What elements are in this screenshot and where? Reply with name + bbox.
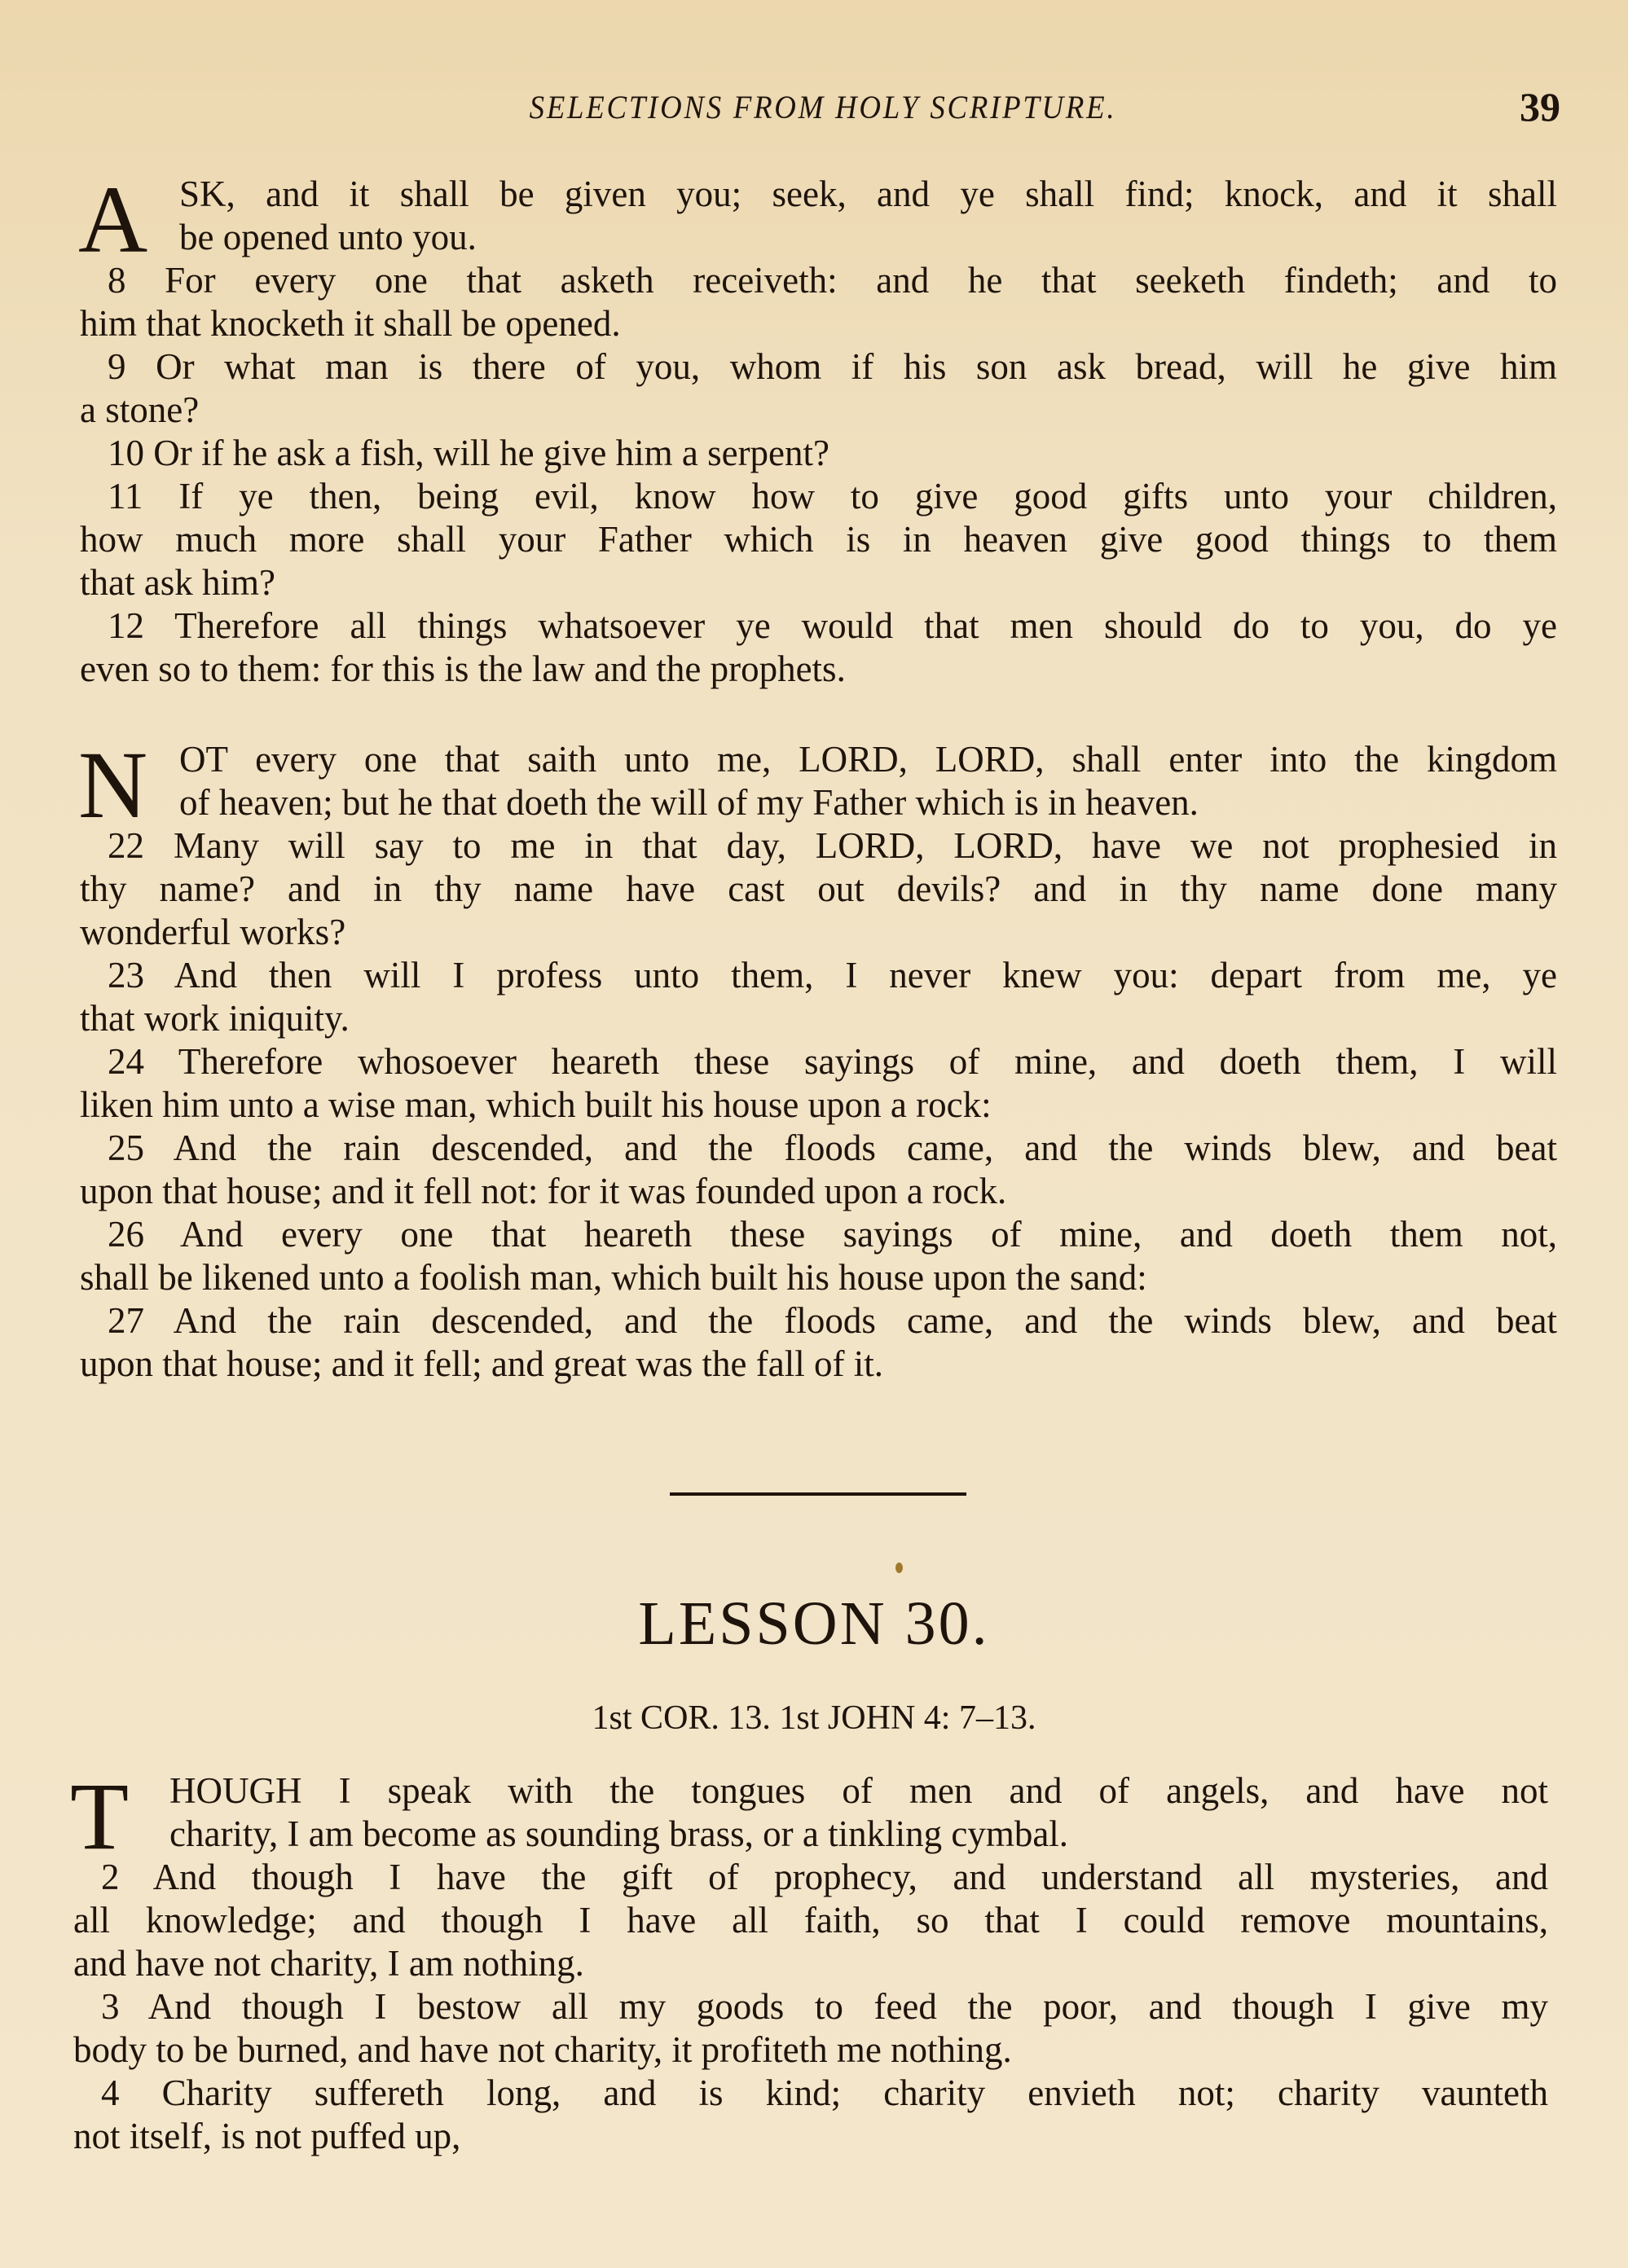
text-line: 26 And every one that heareth these sayings of mine, and doeth them not, xyxy=(108,1214,1557,1255)
text-line: be opened unto you. xyxy=(179,217,477,257)
text-line: wonderful works? xyxy=(80,912,346,952)
text-line: 9 Or what man is there of you, whom if his son ask bread, will he give him xyxy=(108,346,1557,387)
running-title: SELECTIONS FROM HOLY SCRIPTURE. xyxy=(529,89,1117,125)
text-line: OT every one that saith unto me, LORD, LORD, shall enter into the kingdom xyxy=(179,739,1557,780)
text-line: 10 Or if he ask a fish, will he give him a serpent? xyxy=(108,433,830,473)
text-line: all knowledge; and though I have all faith, so that I could remove mountains, xyxy=(73,1900,1548,1941)
text-line: that ask him? xyxy=(80,562,275,603)
section-divider xyxy=(670,1492,966,1496)
text-line: liken him unto a wise man, which built his house upon a rock: xyxy=(80,1084,992,1125)
lesson-reference: 1st COR. 13. 1st JOHN 4: 7–13. xyxy=(592,1699,1036,1737)
text-line: body to be burned, and have not charity, it profiteth me nothing. xyxy=(73,2029,1012,2070)
drop-cap: N xyxy=(78,732,148,838)
text-line: upon that house; and it fell not: for it was founded upon a rock. xyxy=(80,1171,1007,1211)
text-line: 12 Therefore all things whatsoever ye would that men should do to you, do ye xyxy=(108,605,1557,646)
text-line: how much more shall your Father which is in heaven give good things to them xyxy=(80,519,1557,560)
text-line: 2 And though I have the gift of prophecy, and understand all mysteries, and xyxy=(101,1857,1548,1897)
text-line: charity, I am become as sounding brass, or a tinkling cymbal. xyxy=(169,1813,1069,1854)
text-line: not itself, is not puffed up, xyxy=(73,2116,461,2156)
text-line: SK, and it shall be given you; seek, and ye shall find; knock, and it shall xyxy=(179,174,1557,214)
text-line: 24 Therefore whosoever heareth these sayings of mine, and doeth them, I will xyxy=(108,1041,1557,1082)
text-line: 23 And then will I profess unto them, I never knew you: depart from me, ye xyxy=(108,955,1557,996)
text-line: a stone? xyxy=(80,389,200,430)
text-line: even so to them: for this is the law and the prophets. xyxy=(80,648,846,689)
text-line: 22 Many will say to me in that day, LORD, LORD, have we not prophesied in xyxy=(108,825,1557,866)
text-line: thy name? and in thy name have cast out devils? and in thy name done many xyxy=(80,868,1557,909)
text-line: that work iniquity. xyxy=(80,998,350,1039)
lesson-title: LESSON 30. xyxy=(638,1589,990,1658)
text-line: 8 For every one that asketh receiveth: and he that seeketh findeth; and to xyxy=(108,260,1557,301)
text-line: 25 And the rain descended, and the floods came, and the winds blew, and beat xyxy=(108,1127,1557,1168)
text-line: shall be likened unto a foolish man, which built his house upon the sand: xyxy=(80,1257,1147,1298)
text-line: 3 And though I bestow all my goods to feed the poor, and though I give my xyxy=(101,1986,1548,2027)
drop-cap: T xyxy=(70,1763,130,1870)
text-line: 11 If ye then, being evil, know how to give good gifts unto your children, xyxy=(108,476,1557,516)
text-line: HOUGH I speak with the tongues of men and of angels, and have not xyxy=(169,1770,1548,1811)
text-line: 4 Charity suffereth long, and is kind; charity envieth not; charity vaunteth xyxy=(101,2072,1548,2113)
text-line: 27 And the rain descended, and the floods came, and the winds blew, and beat xyxy=(108,1300,1557,1341)
ink-spot xyxy=(895,1563,903,1573)
drop-cap: A xyxy=(78,166,148,273)
text-line: him that knocketh it shall be opened. xyxy=(80,303,621,344)
text-line: and have not charity, I am nothing. xyxy=(73,1943,584,1984)
text-line: of heaven; but he that doeth the will of my Father which is in heaven. xyxy=(179,782,1199,823)
page-number: 39 xyxy=(1520,84,1560,130)
text-line: upon that house; and it fell; and great was the fall of it. xyxy=(80,1343,883,1384)
